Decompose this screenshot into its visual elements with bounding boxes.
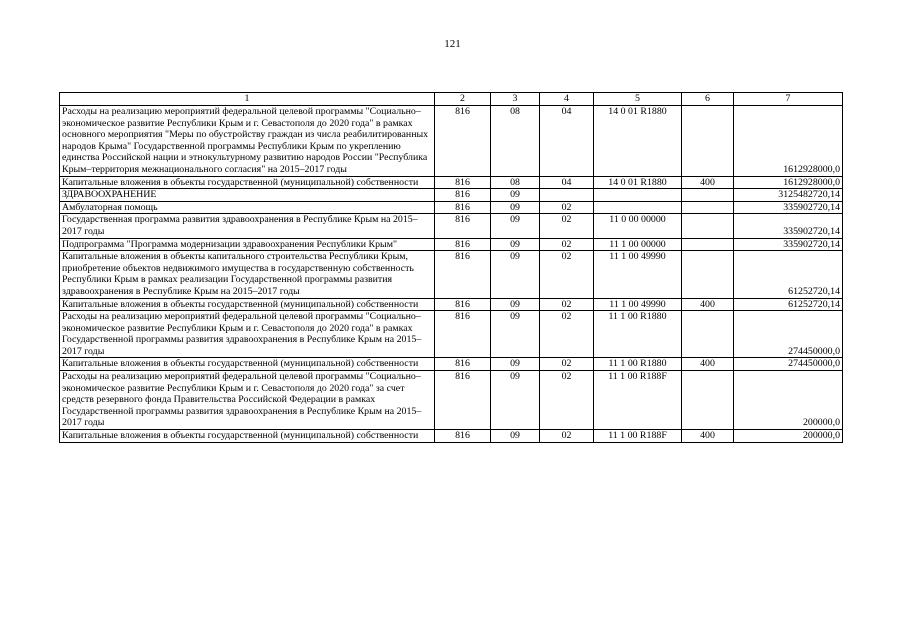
cell-subsection: 04 xyxy=(540,106,594,177)
cell-amount: 274450000,0 xyxy=(734,311,843,358)
cell-section: 08 xyxy=(491,176,540,189)
cell-subsection: 02 xyxy=(540,214,594,238)
table-row xyxy=(60,311,843,358)
cell-expense-type xyxy=(682,238,734,251)
cell-ministry: 816 xyxy=(435,311,491,358)
cell-ministry: 816 xyxy=(435,358,491,371)
cell-amount: 335902720,14 xyxy=(734,214,843,238)
cell-amount: 1612928000,0 xyxy=(734,106,843,177)
column-header: 3 xyxy=(491,93,540,106)
budget-table xyxy=(59,92,843,443)
cell-ministry: 816 xyxy=(435,201,491,214)
cell-target-article xyxy=(594,189,682,202)
cell-amount: 3125482720,14 xyxy=(734,189,843,202)
cell-target-article: 11 1 00 R188F xyxy=(594,430,682,443)
cell-ministry: 816 xyxy=(435,251,491,298)
cell-subsection: 02 xyxy=(540,251,594,298)
cell-amount: 1612928000,0 xyxy=(734,176,843,189)
cell-subsection xyxy=(540,189,594,202)
cell-ministry: 816 xyxy=(435,238,491,251)
cell-subsection: 02 xyxy=(540,311,594,358)
row-name: Подпрограмма "Программа модернизации здравоохранения Республики Крым" xyxy=(60,238,435,251)
cell-target-article: 14 0 01 R1880 xyxy=(594,106,682,177)
cell-section: 09 xyxy=(491,214,540,238)
cell-expense-type xyxy=(682,311,734,358)
table-row xyxy=(60,201,843,214)
table-row xyxy=(60,214,843,238)
cell-amount: 61252720,14 xyxy=(734,251,843,298)
cell-section: 09 xyxy=(491,189,540,202)
cell-section: 09 xyxy=(491,251,540,298)
cell-target-article: 14 0 01 R1880 xyxy=(594,176,682,189)
cell-subsection: 02 xyxy=(540,358,594,371)
cell-ministry: 816 xyxy=(435,214,491,238)
table-row xyxy=(60,358,843,371)
cell-expense-type: 400 xyxy=(682,298,734,311)
table-row xyxy=(60,238,843,251)
cell-target-article: 11 1 00 R1880 xyxy=(594,311,682,358)
table-header-row xyxy=(60,93,843,106)
cell-section: 09 xyxy=(491,298,540,311)
cell-section: 09 xyxy=(491,201,540,214)
cell-subsection: 02 xyxy=(540,238,594,251)
cell-subsection: 02 xyxy=(540,371,594,430)
row-name: Капитальные вложения в объекты государственной (муниципальной) собственности xyxy=(60,298,435,311)
cell-subsection: 02 xyxy=(540,201,594,214)
column-header: 1 xyxy=(60,93,435,106)
cell-section: 09 xyxy=(491,430,540,443)
column-header: 7 xyxy=(734,93,843,106)
row-name: Расходы на реализацию мероприятий федеральной целевой программы "Социально–экономическое развитие Республики Крым и г. Севастополя до 2020 года" за счет средств резервного фонда Правительства Российской Федерации в рамках Государственной программы развития здравоохранения в Республике Крым на 2015–2017 годы xyxy=(60,371,435,430)
row-name: Расходы на реализацию мероприятий федеральной целевой программы "Социально–экономическое развитие Республики Крым и г. Севастополя до 2020 года" в рамках Государственной программы развития здравоохранения в Республике Крым на 2015–2017 годы xyxy=(60,311,435,358)
cell-target-article: 11 1 00 R1880 xyxy=(594,358,682,371)
row-name: ЗДРАВООХРАНЕНИЕ xyxy=(60,189,435,202)
cell-subsection: 02 xyxy=(540,430,594,443)
cell-target-article xyxy=(594,201,682,214)
table-row xyxy=(60,176,843,189)
cell-amount: 200000,0 xyxy=(734,430,843,443)
row-name: Капитальные вложения в объекты капитального строительства Республики Крым, приобретение объектов недвижимого имущества в государственную собственность Республики Крым в рамках реализации Государственной программы развития здравоохранения в Республике Крым на 2015–2017 годы xyxy=(60,251,435,298)
cell-amount: 335902720,14 xyxy=(734,201,843,214)
table-row xyxy=(60,371,843,430)
cell-expense-type xyxy=(682,214,734,238)
cell-ministry: 816 xyxy=(435,298,491,311)
cell-expense-type: 400 xyxy=(682,430,734,443)
table-row xyxy=(60,298,843,311)
table-row xyxy=(60,189,843,202)
column-header: 2 xyxy=(435,93,491,106)
cell-target-article: 11 0 00 00000 xyxy=(594,214,682,238)
cell-amount: 335902720,14 xyxy=(734,238,843,251)
cell-amount: 61252720,14 xyxy=(734,298,843,311)
cell-section: 09 xyxy=(491,238,540,251)
cell-section: 09 xyxy=(491,358,540,371)
cell-target-article: 11 1 00 49990 xyxy=(594,251,682,298)
cell-target-article: 11 1 00 49990 xyxy=(594,298,682,311)
cell-expense-type xyxy=(682,189,734,202)
cell-section: 09 xyxy=(491,311,540,358)
table-row xyxy=(60,251,843,298)
cell-ministry: 816 xyxy=(435,189,491,202)
cell-section: 08 xyxy=(491,106,540,177)
cell-target-article: 11 1 00 R188F xyxy=(594,371,682,430)
column-header: 6 xyxy=(682,93,734,106)
row-name: Капитальные вложения в объекты государственной (муниципальной) собственности xyxy=(60,176,435,189)
cell-expense-type xyxy=(682,371,734,430)
row-name: Амбулаторная помощь xyxy=(60,201,435,214)
cell-section: 09 xyxy=(491,371,540,430)
cell-amount: 274450000,0 xyxy=(734,358,843,371)
column-header: 5 xyxy=(594,93,682,106)
page-number: 121 xyxy=(444,38,461,50)
cell-amount: 200000,0 xyxy=(734,371,843,430)
row-name: Капитальные вложения в объекты государственной (муниципальной) собственности xyxy=(60,358,435,371)
row-name: Государственная программа развития здравоохранения в Республике Крым на 2015–2017 годы xyxy=(60,214,435,238)
cell-ministry: 816 xyxy=(435,106,491,177)
cell-subsection: 02 xyxy=(540,298,594,311)
cell-ministry: 816 xyxy=(435,430,491,443)
row-name: Капитальные вложения в объекты государственной (муниципальной) собственности xyxy=(60,430,435,443)
table-row xyxy=(60,430,843,443)
cell-expense-type: 400 xyxy=(682,358,734,371)
table-row xyxy=(60,106,843,177)
cell-target-article: 11 1 00 00000 xyxy=(594,238,682,251)
cell-expense-type: 400 xyxy=(682,176,734,189)
column-header: 4 xyxy=(540,93,594,106)
cell-expense-type xyxy=(682,251,734,298)
cell-expense-type xyxy=(682,201,734,214)
row-name: Расходы на реализацию мероприятий федеральной целевой программы "Социально–экономическое развитие Республики Крым и г. Севастополя до 2020 года" в рамках основного мероприятия "Меры по обустройству граждан из числа реабилитированных народов Крыма" Государственной программы Республики Крым по укреплению единства Российской нации и этнокультурному развитию народов России "Республика Крым–территория межнационального согласия" на 2015–2017 годы xyxy=(60,106,435,177)
cell-ministry: 816 xyxy=(435,371,491,430)
cell-ministry: 816 xyxy=(435,176,491,189)
cell-expense-type xyxy=(682,106,734,177)
cell-subsection: 04 xyxy=(540,176,594,189)
